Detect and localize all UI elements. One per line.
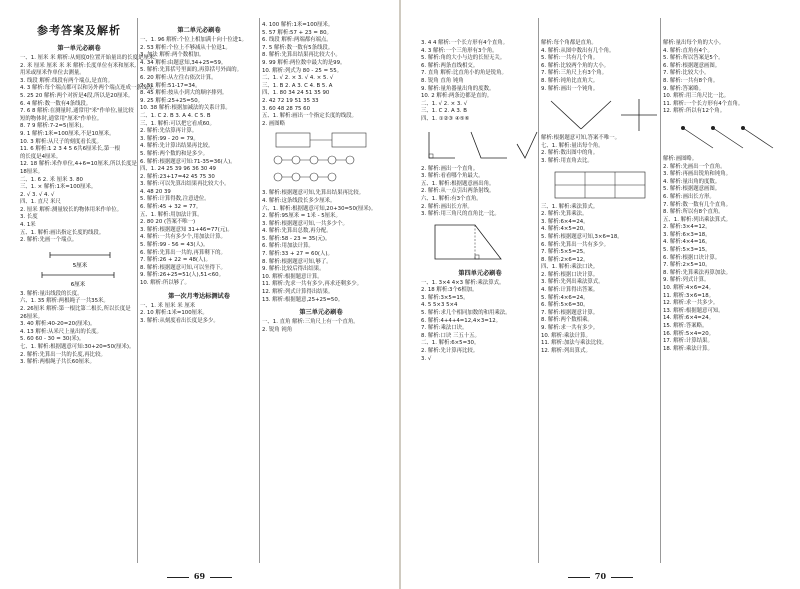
section-heading: 第二单元必刷卷 [177,27,221,34]
answer-line: 16. 解析:5×4=20。 [663,330,715,337]
acute-angle-shape [471,132,507,158]
answer-line: 短的物体时,通常用"厘米"作单位。 [20,115,103,122]
answer-line: 10. 解析:所以够了。 [140,280,190,286]
right-col-3 [663,40,781,353]
answer-line: 2. 画图略 [262,120,286,127]
answer-line: 六、1. 解析:根据题意可知,20+30=50(厘米)。 [262,205,377,212]
answer-line: 三、1. B 2. A 3. C 4. B 5. A [262,82,333,89]
answer-line: 8. 45 解析:按从小到大的顺序排列。 [140,90,228,97]
answer-line: 6. 解析:根据题意画图。 [663,62,721,69]
answer-list [541,135,659,165]
answer-line: 2. 解析:根据口诀计算。 [541,271,599,278]
answer-line: 3. 解析:从刻度看出长度是多少。 [140,317,219,324]
answer-line: 8. 解析:两个数相乘。 [541,317,593,324]
answer-line: 10. 解析:列式为 80 - 25 = 55。 [262,67,343,74]
right-col-2 [541,40,659,355]
answer-line: 5. 解析:根据题意画图。 [663,186,721,193]
answer-line: 3. 解析:看看哪个角最大。 [421,173,484,180]
answer-line: 5. 解析:根据题意可知,3×6=18。 [541,233,623,240]
dot-figure [663,118,781,154]
answer-line: 3. √ [421,355,432,362]
answer-line: 7. 5 解析:数一数有5条线段。 [262,44,334,51]
answer-line: 5. 解析:5×3=15。 [663,247,711,254]
answer-line: 五、1. 解析:画出一个指定长度的线段。 [262,113,357,120]
answer-line: 四、1. 解析:乘法口诀。 [541,264,599,271]
angle-figure [421,126,539,164]
answer-line: 7. 51 解析:51-17=34。 [140,82,201,89]
grid-figure [541,168,659,202]
ruler-label-1: 5厘米 [72,262,88,269]
answer-line: 10. 解析:4×6=24。 [663,285,715,292]
answer-line: 一、1. 米 厘米 米 厘米 [140,302,196,309]
answer-line: 6. 20 解析:从左往右依次计算。 [140,74,217,81]
answer-line: 5. 解析:所以答案是5个。 [663,55,724,62]
answer-line: 五、1. 解析:用加法计算。 [140,211,203,218]
answer-line: 7. 6 8 解析:在测量时,通常用"米"作单位,量比较 [20,108,134,115]
answer-line: 五、1. 解析:根据题意画出角。 [421,180,495,187]
answer-line: 7. 解析:5×5=25。 [541,249,589,256]
right-col-1 [421,40,539,363]
answer-line: 2. 53 解析:个位上不够减从十位退1。 [140,44,231,51]
answer-line: 26厘米。 [20,313,44,320]
answer-line: 2. 米 厘米 厘米 米 米 解析:长度单位有米和厘米, [20,62,136,69]
answer-line: 9. 解析:求一共有多少。 [541,325,599,332]
left-col-3 [262,22,380,334]
section-heading: 第三单元必刷卷 [299,309,343,317]
answer-line: 3. 加法 解析:两个数相加。 [140,52,205,59]
answer-line: 11. 解析:3×6=18。 [663,292,715,299]
answer-list [140,37,258,288]
answer-line: 10. 解析:用三角尺比一比。 [663,93,730,100]
answer-line: 三、1. 解析:可以把它看成60。 [140,120,215,127]
answer-line: 解析:根据题意可知,答案不唯一。 [541,135,620,142]
answer-line: 8. 7 9 解析:7-2=5(厘米)。 [20,123,87,130]
answer-line: 3. 解析:用直角去比。 [541,157,593,164]
answer-line: 12. 解析:列出算式。 [541,347,591,354]
answer-line: 8. 解析:钝角比直角大。 [541,77,599,84]
circle-row [274,156,354,164]
answer-line: 2. 解析:3×4=12。 [663,224,711,231]
answer-line: 3. 4 4 解析:一个长方形有4个直角。 [421,40,509,46]
answer-line: 6. 解析:4+4+4=12,4×3=12。 [421,317,502,324]
answer-line: 12. 18 解析:米作单位,4+6=10厘米,所以长度是 [20,161,137,168]
obtuse-angle-shape [517,132,537,158]
answer-line: 10. 解析:乘法计算。 [541,332,591,339]
answer-line: 9. 解析:量角器量出角的度数。 [421,85,495,92]
answer-line: 13. 解析:根据题意,25+25=50。 [262,296,344,303]
answer-line: 2. √ 3. √ 4. √ [20,191,55,198]
answer-line: 3. 60 48 28 75 60 [262,105,311,112]
answer-line: 3. 解析:6×4=24。 [541,218,589,225]
answer-line: 9. 解析:答案略。 [663,85,705,92]
answer-list [421,166,539,219]
answer-line: 9. 解析:画出一个钝角。 [541,85,599,92]
answer-line: 六、1. 35 解析:两根绳子一共35米。 [20,298,109,305]
answer-line: 3. 解析:用三角尺的直角比一比。 [421,211,500,218]
answer-line: 5. 25 20 解析:两个对折是4段,所以是20厘米。 [20,92,134,99]
answer-line: 四、1. ①②③ ④⑤⑥ [421,115,470,122]
answer-line: 18厘米。 [20,168,44,175]
answer-line: 8. 解析:先算出结果再比较大小。 [262,52,341,59]
column-divider [660,18,661,563]
answer-line: 9. 解析:26+25=51(人),51<60。 [140,272,225,279]
answer-line: 6. 解析:5×6=30。 [541,302,589,309]
answer-line: 3. 解析:99 - 20 = 79。 [140,135,199,142]
answer-line: 3. 解析:根据题意知 31+46=77(元)。 [140,226,233,233]
section-heading: 第四单元必刷卷 [458,269,502,277]
node-circle [292,156,300,164]
answer-line: 5. 解析:计算得数,注意进位。 [140,196,210,203]
answer-line: 4. 解析:4×4=16。 [663,239,711,246]
node-circle [328,173,336,181]
answer-line: 四、1. 直尺 米尺 [20,199,61,206]
node-circle [292,173,300,181]
answer-line: 7. 解析:2×5=10。 [663,262,711,269]
answer-line: 二、1. 解析:6×5=30。 [421,340,480,347]
answer-line: 2. 解析:先算乘法。 [541,211,588,218]
answer-line: 三、1. 解析:乘法算式。 [541,203,599,210]
answer-list [541,40,659,93]
ruler-figure [20,247,138,289]
answer-line: 2. 解析:先计算再比较。 [421,348,479,355]
answer-line: 6. 解析:先算出一共有多少。 [541,241,609,248]
page-title: 参考答案及解析 [37,24,121,37]
answer-line: 8. 解析:先算乘法再算加法。 [663,269,731,276]
answer-line: 5. 解析:角的大小与边的长短无关。 [421,55,506,62]
answer-line: 二、1. √ 2. × 3. √ 4. × 5. √ [262,75,334,82]
box-shape [276,133,310,147]
answer-line: 4. 解析:从图中数出有几个角。 [541,47,615,54]
answer-list [421,280,539,364]
answer-line: 6. 解析:用加法计算。 [262,243,314,250]
answer-line: 12. 解析:所以有12个角。 [663,108,726,115]
answer-line: 8. 锐角 直角 钝角 [421,77,464,84]
answer-line: 6. 线段 解析:两端都有端点。 [262,37,332,44]
answer-line: 9. 99 解析:两位数中最大的是99。 [262,59,346,66]
answer-line: 17. 解析:计算结果。 [663,338,713,345]
answer-line: 5. 解析:99 - 56 = 43(人)。 [140,242,209,249]
answer-line: 二、1. 6 2. 米 厘米 3. 80 [20,176,83,183]
answer-line: 5. 解析:两个数的和是多少。 [140,150,208,157]
answer-line: 4. 3 解析:每个端点都可以和另外两个端点连成一条线段。 [20,85,158,92]
answer-line: 七、1. 解析:根据题意可知:30+20=50(厘米)。 [20,344,135,350]
answer-line: 3. 长度 [20,214,38,221]
answer-line: 六、1. 解析:有3个直角。 [421,195,482,202]
answer-line: 3. 解析:量出线段的长度。 [20,290,83,297]
answer-list [421,40,539,124]
answer-line: 五、1. 解析:列出乘法算式。 [663,216,731,223]
answer-line: 6. 解析:45 + 32 = 77。 [140,204,202,211]
ray-line [713,128,743,148]
answer-line: 11. 解析:一个长方形有4个直角。 [663,100,744,107]
answer-line: 2. 厘米 解析:测量较长的物体用米作单位。 [20,206,123,213]
answer-line: 4. 48 20 39 [140,188,171,195]
answer-line: 13. 解析:根据题意可知。 [663,307,724,314]
answer-line: 6. 解析:比较两个角的大小。 [541,62,609,69]
answer-line: 5. 解析:先算括号里面的,再算括号外面的。 [140,67,243,74]
right-page [401,0,800,589]
answer-list [262,22,380,128]
answer-line: 解析:每个角都是直角。 [541,40,597,46]
answer-line: 4. 13 解析:从米尺上量出的长度。 [20,328,102,335]
answer-line: 二、1. C 2. B 3. A 4. C 5. B [140,112,211,119]
page-number [401,571,800,581]
cross-lines-figure [541,95,659,133]
answer-line: 11. 解析:先求一共有多少,再求还剩多少。 [262,281,363,288]
answer-line: 15. 解析:答案略。 [663,323,708,329]
answer-line: 6. 4 解析:数一数有4条线段。 [20,100,92,107]
answer-line: 10. 3 解析:从尺子的刻度看长度。 [20,138,102,145]
answer-line: 7. 解析:乘法口诀。 [421,325,468,332]
box-shape [332,133,366,147]
answer-line: 2. 解析:先估算再计算。 [140,128,198,135]
answer-line: 8. 解析:所以有8个直角。 [663,209,724,216]
answer-line: 10. 2 解析:两条边都是直的。 [421,93,493,100]
answer-line: 8. 解析:2×6=12。 [541,256,589,263]
section-heading: 第一单元必刷卷 [57,45,101,52]
answer-line: 2. 10 解析:1米=100厘米。 [140,310,208,317]
answer-list [140,303,258,326]
answer-line: 4. 3 解析:一个三角形有3个角。 [421,47,498,54]
answer-line: 10. 38 解析:根据加减法的关系计算。 [140,105,231,112]
answer-line: 4. 解析:一共有多少个,用加法计算。 [140,234,226,241]
answer-line: 4. 解析:先计算出结果再比较。 [140,143,214,150]
answer-line: 2. 解析:先画一个端点。 [20,237,78,244]
page-number-text: 69 [193,571,206,581]
answer-line: 7. 解析:比较大小。 [663,70,710,77]
answer-line: 一、1. 96 解析:个位上相加满十向十位进1。 [140,37,247,43]
answer-line: 3. 解析:6×3=18。 [663,231,711,238]
node-circle [310,156,318,164]
ruler-label-2: 6厘米 [70,281,86,288]
node-circle [346,156,354,164]
answer-line: 9. 解析:列式计算。 [663,277,710,284]
answer-line: 7. 解析:数一数有几个直角。 [663,201,731,208]
answer-line: 四、1. 24 25 39 96 36 30 49 [140,166,216,173]
answer-line: 9. 1 解析:1米=100厘米,不是10厘米。 [20,130,115,137]
column-divider [259,18,260,563]
answer-line: 7. 解析:三角尺上有3个角。 [541,70,608,77]
trapezoid-figure [421,221,539,265]
answer-line: 3. 解析:根据题意可知,一共多少个。 [262,220,348,227]
answer-line: 10. 解析:根据题意计算。 [262,273,323,280]
answer-line: 4. 解析:量出角的度数。 [663,178,721,185]
answer-line: 4. 34 解析:由题意知,34+25=59。 [140,59,227,66]
answer-line: 6. 解析:画出长方形。 [663,193,715,200]
answer-line: 2. 18 解析:3个6相加。 [421,287,478,294]
ray-line [581,101,611,129]
answer-line: 12. 解析:求一共多少。 [663,300,719,307]
answer-line: 2. 解析:先算出一共的长度,再比较。 [20,351,106,358]
answer-line: 4. 5 5×3 5×4 [421,302,458,309]
answer-line: 18. 解析:乘法计算。 [663,345,713,352]
answer-line: 二、1. √ 2. × 3. √ [421,100,468,107]
left-col-2 [140,22,258,325]
answer-line: 解析:量出每个角的大小。 [663,40,725,46]
answer-line: 2. 解析:数出图中的角。 [541,150,599,157]
answer-line: 4. 100 解析:1米=100厘米。 [262,22,334,28]
answer-list [663,217,781,354]
answer-line: 5. 解析:一共有几个角。 [541,55,599,62]
node-circle [274,156,282,164]
answer-line: 7. 解析:根据题意计算。 [541,309,599,316]
ray-line [743,128,773,148]
answer-line: 2. 锐角 钝角 [262,326,293,333]
answer-line: 7. 直角 解析:比直角小的角是锐角。 [421,70,507,77]
answer-line: 2. 解析:画出一个直角。 [421,165,479,172]
answer-line: 14. 解析:6×4=24。 [663,315,715,322]
node-circle [310,173,318,181]
answer-line: 三、1. × 解析:1米=100厘米。 [20,184,97,191]
answer-line: 9. 解析:比较后得出结果。 [262,266,325,273]
answer-line: 2. 解析:95厘米 = 1米 - 5厘米。 [262,213,341,220]
answer-line: 11. 6 解析:1 2 3 4 5 6共6厘米长,第一根 [20,146,121,153]
answer-line: 2. 解析:先画出一个直角。 [663,163,726,170]
page-number [0,571,399,581]
circle-row [274,173,336,181]
answer-line: 一、1. 直角 解析:三角尺上有一个直角。 [262,319,359,326]
answer-line: 2. 解析:23+17=42 45 75 30 [140,173,215,180]
answer-line: 4. 1米 [20,222,36,229]
answer-line: 5. 解析:求几个相同加数的和用乘法。 [421,310,511,317]
answer-line: 3. 解析:两根绳子共长60厘米。 [20,359,95,366]
answer-list [262,319,380,334]
answer-line: 11. 解析:加法与乘法比较。 [541,340,608,347]
answer-line: 2. 80 20 (答案不唯一) [140,219,196,226]
answer-line: 4. 解析:4×5=20。 [541,226,589,233]
answer-line: 2. 解析:画出长方形。 [421,203,473,210]
answer-line: 一、1. 厘米 米 解析:从刻度0位置开始量出的长度是厘米。 [20,55,160,61]
answer-line: 8. 解析:根据题意可知,够了。 [262,258,332,265]
answer-line: 5. 解析:58 - 23 = 35(元)。 [262,235,331,242]
answer-line: 6. 解析:两条直线相交。 [421,62,479,69]
answer-line: 一、1. 3×4 4×3 解析:乘法算式。 [421,279,505,286]
answer-line: 7. 解析:33 + 27 = 60(人)。 [262,251,333,258]
left-page [0,0,399,589]
answer-line: 12. 解析:列式计算得出结果。 [262,289,334,296]
answer-list [262,190,380,304]
answer-line: 4. 解析:直角有4个。 [663,47,713,54]
right-angle-mark [429,154,433,158]
answer-line: 3. 解析:可以先算出结果再比较大小。 [140,181,230,188]
answer-line: 的长度是4厘米。 [20,153,62,160]
diagram-figure [262,130,380,188]
answer-line: 2. 26厘米 解析:第一根比第二根长,所以长度是 [20,306,131,313]
answer-line: 6. 解析:先算出一共的,再算剩下的。 [140,249,226,256]
answer-line: 2. 42 72 19 51 35 33 [262,97,319,104]
answer-line: 3. 40 解析:40-20=20(厘米)。 [20,321,96,328]
answer-line: 四、1. 80 34 24 51 35 90 [262,90,330,97]
answer-line: 3. 线段 解析:线段有两个端点,是直的。 [20,77,113,84]
answer-line: 6. 解析:根据题意可知:71-35=36(人)。 [140,158,236,165]
answer-line: 8. 解析:口诀 三五十五。 [421,332,480,339]
answer-line: 3. 解析:根据题意可知,先算出结果再比较。 [262,190,365,197]
answer-line: 用米或厘米作单位去测量。 [20,70,85,77]
ray-line [683,128,713,148]
node-circle [328,156,336,164]
answer-list [663,40,781,116]
answer-list [663,156,781,217]
answer-line: 三、1. C 2. A 3. B [421,108,467,115]
answer-line: 5. 57 解析:57 + 23 = 80。 [262,29,332,36]
answer-line: 2. 解析:从一点引出两条射线。 [421,188,495,195]
answer-line: 五、1. 解析:画出指定长度的线段。 [20,229,105,236]
answer-line: 6. 解析:根据口诀计算。 [663,254,721,261]
section-heading: 第一次月考达标测试卷 [168,292,230,300]
answer-line: 3. 解析:再画出锐角和钝角。 [663,171,731,178]
answer-line: 七、1. 解析:量出每个角。 [541,142,604,149]
answer-line: 3. 解析:先列出乘法算式。 [541,279,604,286]
answer-list [541,204,659,356]
answer-list [20,291,138,367]
right-angle-mark [475,255,479,259]
answer-line: 8. 解析:一共有8个角。 [663,77,719,84]
answer-line: 9. 25 解析:25+25=50。 [140,97,204,104]
answer-line: 5. 解析:4×6=24。 [541,294,589,301]
answer-line: 8. 解析:根据题意可知,可以坐得下。 [140,264,226,271]
node-circle [274,173,282,181]
answer-line: 4. 解析:先算出总数,再分配。 [262,228,332,235]
answer-line: 3. 解析:3×5=15。 [421,294,469,301]
answer-line: 5. 60 60 - 30 = 30(米)。 [20,336,85,343]
answer-line: 4. 解析:这条线段长多少厘米。 [262,197,336,204]
page-number-text: 70 [594,571,607,581]
ray-line [551,101,581,129]
answer-line: 解析:画图略。 [663,155,698,162]
answer-line: 4. 解析:计算得出答案。 [541,287,599,294]
answer-line: 7. 解析:26 + 22 = 48(人)。 [140,257,211,264]
trapezoid-shape [435,225,501,259]
